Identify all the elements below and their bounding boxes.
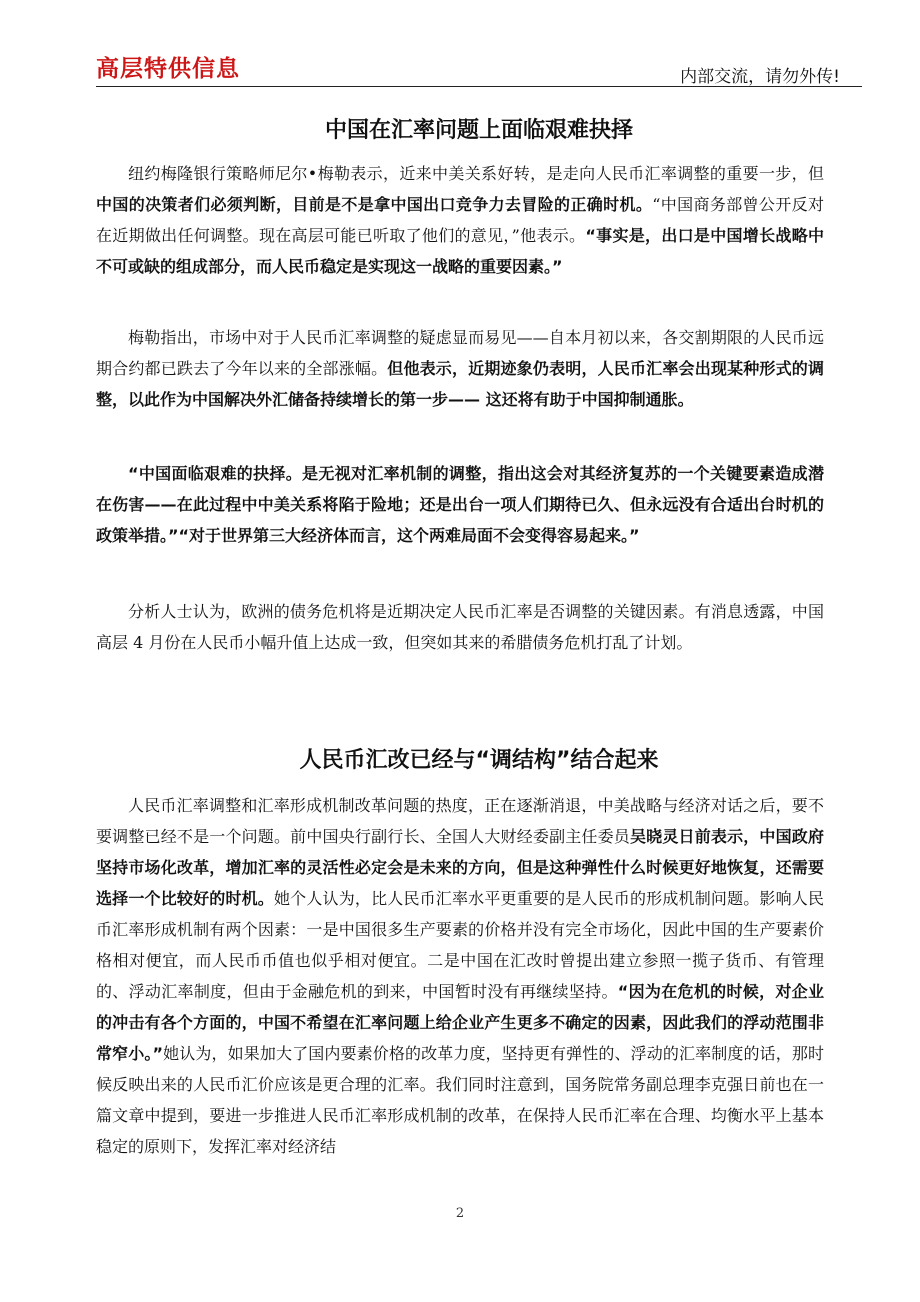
- bold-text-run: “事实是，出口是中国增长战略中不可或缺的组成部分，而人民币稳定是实现这一战略的重要因素。”: [96, 226, 824, 276]
- section2-paragraph-1: [96, 790, 824, 1162]
- bold-text-run: “因为在危机的时候，对企业的冲击有各个方面的，中国不希望在汇率问题上给企业产生更多不确定的因素，因此我们的浮动范围非常窄小。”: [96, 982, 824, 1063]
- text-run: 人民币汇率调整和汇率形成机制改革问题的热度，正在逐渐消退，中美战略与经济对话之后，要不要调整已经不是一个问题。前中国央行副行长、全国人大财经委副主任委员: [96, 796, 824, 846]
- section1-paragraph-4: [96, 596, 824, 658]
- text-run: 她个人认为，比人民币汇率水平更重要的是人民币的形成机制问题。影响人民币汇率形成机制有两个因素：一是中国很多生产要素的价格并没有完全市场化，因此中国的生产要素价格相对便宜，而人民币币值也似乎相对便宜。二是中国在汇改时曾提出建立参照一揽子货币、有管理的、浮动汇率制度，但由于金融危机的到来，中国暂时没有再继续坚持。: [96, 889, 824, 1001]
- text-run: 分析人士认为，欧洲的债务危机将是近期决定人民币汇率是否调整的关键因素。有消息透露，中国高层 4 月份在人民币小幅升值上达成一致，但突如其来的希腊债务危机打乱了计划。: [96, 602, 824, 652]
- page-header: [96, 48, 862, 87]
- bold-text-run: 中国的决策者们必须判断，目前是不是拿中国出口竞争力去冒险的正确时机。: [96, 195, 653, 214]
- bold-text-run: “中国面临艰难的抉择。是无视对汇率机制的调整，指出这会对其经济复苏的一个关键要素造成潜在伤害——在此过程中中美关系将陷于险地；还是出台一项人们期待已久、但永远没有合适出台时机的政策举措。”“对于世界第三大经济体而言，这个两难局面不会变得容易起来。”: [96, 464, 824, 545]
- brand-title: 高层特供信息: [96, 56, 240, 82]
- section1-title: 中国在汇率问题上面临艰难抉择: [324, 118, 633, 143]
- page-number: 2: [455, 1206, 465, 1221]
- bold-text-run: 但他表示，近期迹象仍表明，人民币汇率会出现某种形式的调整，以此作为中国解决外汇储备持续增长的第一步—— 这还将有助于中国抑制通胀。: [96, 359, 824, 409]
- text-run: 她认为，如果加大了国内要素价格的改革力度，坚持更有弹性的、浮动的汇率制度的话，那时候反映出来的人民币汇价应该是更合理的汇率。我们同时注意到，国务院常务副总理李克强日前也在一篇文章中提到，要进一步推进人民币汇率形成机制的改革，在保持人民币汇率在合理、均衡水平上基本稳定的原则下，发挥汇率对经济结: [96, 1044, 824, 1156]
- section1-paragraph-2: [96, 322, 824, 415]
- text-run: “中国商务部曾公开反对在近期做出任何调整。现在高层可能已听取了他们的意见，”他表示。: [96, 195, 824, 245]
- section1-paragraph-1: [96, 158, 824, 282]
- text-run: 梅勒指出，市场中对于人民币汇率调整的疑虑显而易见——自本月初以来，各交割期限的人民币远期合约都已跌去了今年以来的全部涨幅。: [96, 328, 824, 378]
- section2-title: 人民币汇改已经与“调结构”结合起来: [299, 748, 659, 773]
- bold-text-run: 吴晓灵日前表示，中国政府坚持市场化改革，增加汇率的灵活性必定会是未来的方向，但是这种弹性什么时候更好地恢复，还需要选择一个比较好的时机。: [96, 827, 824, 908]
- internal-notice: 内部交流，请勿外传!: [680, 67, 840, 87]
- section1-paragraph-3: [96, 458, 824, 551]
- text-run: 纽约梅隆银行策略师尼尔•梅勒表示，近来中美关系好转，是走向人民币汇率调整的重要一步，但: [128, 164, 824, 183]
